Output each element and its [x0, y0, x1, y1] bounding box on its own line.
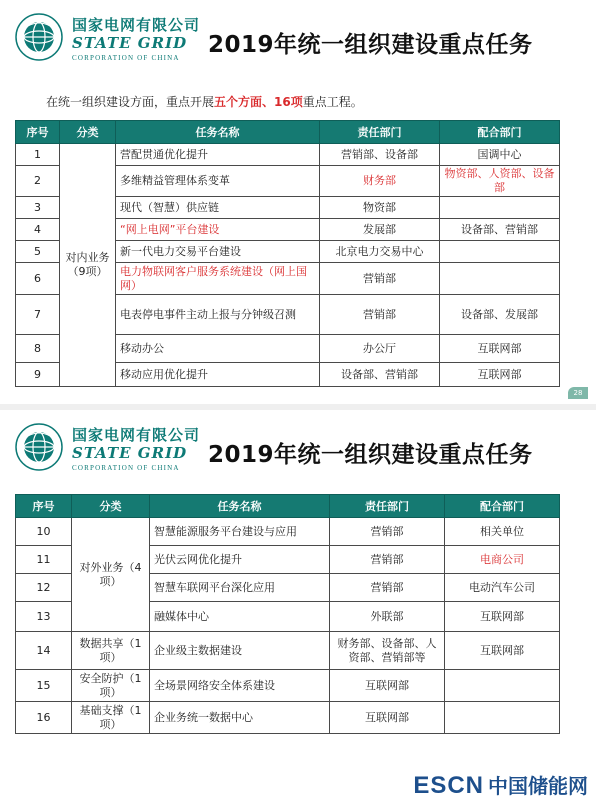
cooperating-dept: 互联网部: [445, 602, 560, 632]
cooperating-dept: 设备部、发展部: [440, 295, 560, 335]
row-no: 12: [16, 574, 72, 602]
responsible-dept: 营销部、设备部: [320, 144, 440, 166]
logo-name-en: STATE GRID: [72, 444, 188, 462]
task-name: 光伏云网优化提升: [150, 546, 330, 574]
slide-29: [0, 410, 596, 800]
row-no: 10: [16, 518, 72, 546]
page-title: 2019年统一组织建设重点任务: [208, 32, 533, 58]
row-no: 14: [16, 632, 72, 670]
task-name: 智慧能源服务平台建设与应用: [150, 518, 330, 546]
task-name: 智慧车联网平台深化应用: [150, 574, 330, 602]
task-name: 电力物联网客户服务系统建设（网上国网）: [116, 263, 320, 295]
row-no: 2: [16, 166, 60, 197]
responsible-dept: 营销部: [330, 574, 445, 602]
task-table-1: [15, 120, 560, 387]
task-name: “网上电网”平台建设: [116, 219, 320, 241]
cooperating-dept: [440, 263, 560, 295]
table-row: [16, 144, 560, 166]
task-name: 全场景网络安全体系建设: [150, 670, 330, 702]
responsible-dept: 物资部: [320, 197, 440, 219]
row-no: 5: [16, 241, 60, 263]
row-no: 13: [16, 602, 72, 632]
responsible-dept: 营销部: [320, 263, 440, 295]
header-task-name: 任务名称: [150, 495, 330, 518]
category-security: 安全防护（1项）: [72, 670, 150, 702]
row-no: 9: [16, 363, 60, 387]
row-no: 16: [16, 702, 72, 734]
watermark-en: ESCN: [413, 772, 484, 799]
logo-name-en: STATE GRID: [72, 34, 188, 52]
responsible-dept: 财务部、设备部、人资部、营销部等: [330, 632, 445, 670]
cooperating-dept: 互联网部: [445, 632, 560, 670]
intro-pre: 在统一组织建设方面，重点开展: [46, 95, 215, 109]
cooperating-dept: [445, 702, 560, 734]
state-grid-logo: [10, 420, 201, 480]
responsible-dept: 发展部: [320, 219, 440, 241]
header-responsible-dept: 责任部门: [320, 121, 440, 144]
row-no: 6: [16, 263, 60, 295]
cooperating-dept: 电商公司: [445, 546, 560, 574]
intro-post: 重点工程。: [302, 95, 363, 109]
row-no: 11: [16, 546, 72, 574]
cooperating-dept: [445, 670, 560, 702]
task-name: 营配贯通优化提升: [116, 144, 320, 166]
header-cooperating-dept: 配合部门: [440, 121, 560, 144]
task-name: 融媒体中心: [150, 602, 330, 632]
logo-corp-en: CORPORATION OF CHINA: [72, 464, 180, 472]
cooperating-dept: 电动汽车公司: [445, 574, 560, 602]
state-grid-logo: [10, 10, 201, 70]
header-task-name: 任务名称: [116, 121, 320, 144]
task-name: 现代（智慧）供应链: [116, 197, 320, 219]
cooperating-dept: 物资部、人资部、设备部: [440, 166, 560, 197]
responsible-dept: 营销部: [330, 518, 445, 546]
row-no: 15: [16, 670, 72, 702]
page-title: 2019年统一组织建设重点任务: [208, 442, 533, 468]
header-cooperating-dept: 配合部门: [445, 495, 560, 518]
responsible-dept: 办公厅: [320, 335, 440, 363]
task-name: 企业级主数据建设: [150, 632, 330, 670]
cooperating-dept: 互联网部: [440, 335, 560, 363]
header-category: 分类: [72, 495, 150, 518]
responsible-dept: 互联网部: [330, 670, 445, 702]
table-header-row: [16, 121, 560, 144]
cooperating-dept: [440, 241, 560, 263]
responsible-dept: 互联网部: [330, 702, 445, 734]
category-data-sharing: 数据共享（1项）: [72, 632, 150, 670]
responsible-dept: 设备部、营销部: [320, 363, 440, 387]
task-name: 企业务统一数据中心: [150, 702, 330, 734]
cooperating-dept: 相关单位: [445, 518, 560, 546]
task-name: 电表停电事件主动上报与分钟级召测: [116, 295, 320, 335]
cooperating-dept: [440, 197, 560, 219]
cooperating-dept: 设备部、营销部: [440, 219, 560, 241]
table-header-row: [16, 495, 560, 518]
slide-header: [0, 410, 596, 494]
task-name: 多维精益管理体系变革: [116, 166, 320, 197]
logo-name-cn: 国家电网有限公司: [72, 426, 201, 444]
watermark-cn: 中国储能网: [488, 774, 588, 798]
responsible-dept: 营销部: [330, 546, 445, 574]
row-no: 7: [16, 295, 60, 335]
row-no: 8: [16, 335, 60, 363]
logo-name-cn: 国家电网有限公司: [72, 16, 201, 34]
cooperating-dept: 国调中心: [440, 144, 560, 166]
table-row: [16, 670, 560, 702]
header-category: 分类: [60, 121, 116, 144]
table-row: [16, 518, 560, 546]
logo-corp-en: CORPORATION OF CHINA: [72, 54, 180, 62]
responsible-dept: 外联部: [330, 602, 445, 632]
category-infrastructure: 基础支撑（1项）: [72, 702, 150, 734]
header-no: 序号: [16, 121, 60, 144]
escn-watermark: [413, 770, 588, 799]
header-no: 序号: [16, 495, 72, 518]
slide-header: [0, 0, 596, 84]
category-internal: 对内业务（9项）: [60, 144, 116, 387]
task-name: 移动应用优化提升: [116, 363, 320, 387]
task-name: 移动办公: [116, 335, 320, 363]
header-responsible-dept: 责任部门: [330, 495, 445, 518]
globe-icon: [14, 422, 64, 472]
responsible-dept: 财务部: [320, 166, 440, 197]
category-external: 对外业务（4项）: [72, 518, 150, 632]
table-row: [16, 632, 560, 670]
cooperating-dept: 互联网部: [440, 363, 560, 387]
intro-highlight: 五个方面、16项: [214, 95, 303, 109]
row-no: 4: [16, 219, 60, 241]
task-name: 新一代电力交易平台建设: [116, 241, 320, 263]
globe-icon: [14, 12, 64, 62]
row-no: 1: [16, 144, 60, 166]
row-no: 3: [16, 197, 60, 219]
responsible-dept: 北京电力交易中心: [320, 241, 440, 263]
intro-text: [46, 93, 363, 110]
page-number: 28: [568, 387, 588, 399]
responsible-dept: 营销部: [320, 295, 440, 335]
task-table-2: [15, 494, 560, 734]
table-row: [16, 702, 560, 734]
